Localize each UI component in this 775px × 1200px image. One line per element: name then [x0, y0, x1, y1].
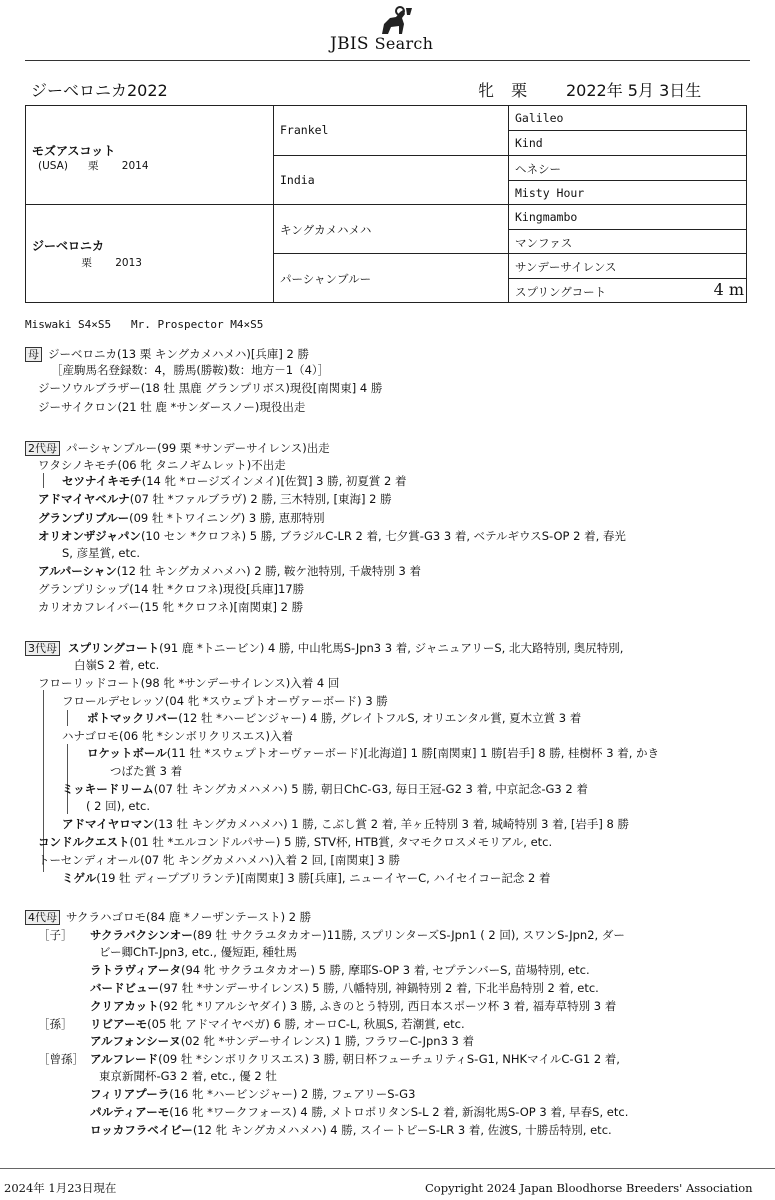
pedigree-ds[interactable] [274, 205, 509, 254]
g2-tag: 2代母 [25, 441, 60, 456]
g4-ko-4-name: クリアカット [90, 999, 159, 1013]
ss-name: Frankel [280, 123, 329, 137]
g2-line-6-text: (12 牡 キングカメハメハ) 2 勝, 鞍ケ池特別, 千歳特別 3 着 [116, 564, 421, 578]
sds-name: ヘネシー [515, 162, 561, 176]
footer-date: 2024年 1月23日現在 [4, 1181, 117, 1195]
g4-ko-3-name: バードビュー [90, 981, 159, 995]
dam-detail: 栗 2013 [38, 257, 142, 269]
g4-himago-1-name: アルフレード [90, 1052, 159, 1066]
ssd-name: Kind [515, 136, 543, 150]
pedigree-ss[interactable] [274, 106, 509, 156]
g4-head [25, 909, 311, 925]
dds-name: サンデーサイレンス [515, 260, 617, 274]
g4-ko-3-text: (97 牡 *サンデーサイレンス) 5 勝, 八幡特別, 神鍋特別 2 着, 下北半島特別 2 着, etc. [159, 981, 599, 995]
g2-line-7: グランプリシップ(14 牡 *クロフネ)現役[兵庫]17勝 [38, 582, 305, 596]
g4-himago-1-cont: 東京新聞杯-G3 2 着, etc., 優 2 牡 [99, 1069, 277, 1083]
g4-mago-1 [90, 1016, 465, 1032]
g3-bar-b [67, 744, 68, 814]
dsd-name: マンファス [515, 236, 573, 250]
g4-ko-1-cont: ビー卿ChT-Jpn3, etc., 優短距, 種牡馬 [99, 945, 297, 959]
pedigree-sire[interactable] [26, 106, 274, 205]
g3-line-3-text: (12 牡 *ハービンジャー) 4 勝, グレイトフルS, オリエンタル賞, 夏木立賞 3 着 [178, 711, 582, 725]
g4-ko-2 [90, 962, 590, 978]
g3-line-5-text: (11 牡 *スウェプトオーヴァーボード)[北海道] 1 勝[南関東] 1 勝[岩手] 8 勝, 桂樹杯 3 着, かき [166, 746, 659, 760]
g4-himago-2-text: (16 牝 *ハービンジャー) 2 勝, フェアリーS-G3 [169, 1087, 416, 1101]
dam-section-line-2: ［産駒馬名登録数：4，勝馬(勝鞍)数：地方－1（4）］ [51, 363, 330, 377]
g2-line-6-name: アルパーシャン [38, 564, 117, 578]
pedigree-dam[interactable] [26, 205, 274, 303]
g2-line-5 [38, 528, 626, 544]
g3-line-5-name: ロケットボール [87, 746, 167, 760]
g2-line-3 [38, 491, 392, 507]
g4-himago-2 [90, 1086, 415, 1102]
ds-name: キングカメハメハ [280, 223, 372, 237]
g4-mago-1-text: (05 牝 アドマイヤベガ) 6 勝, オーロC-L, 秋風S, 若潮賞, etc. [147, 1017, 465, 1031]
g4-mago-2-text: (02 牝 *サンデーサイレンス) 1 勝, フラワーC-Jpn3 3 着 [180, 1034, 475, 1048]
ddd-name: スプリングコート [515, 285, 607, 299]
footer-rule [0, 1168, 775, 1169]
g3-head-cont: 白嶺S 2 着, etc. [74, 658, 160, 672]
dam-section-line-1 [25, 346, 309, 362]
g4-himago-3-name: パルティアーモ [90, 1105, 170, 1119]
g4-label-himago: ［曾孫］ [38, 1052, 84, 1066]
g2-line-4-name: グランプリブルー [38, 511, 130, 525]
g3-head-text: (91 鹿 *トニービン) 4 勝, 中山牝馬S-Jpn3 3 着, ジャニュアリーS, 北大路特別, 奥尻特別, [159, 641, 624, 655]
dam-section-line-4: ジーサイクロン(21 牡 鹿 *サンダースノー)現役出走 [38, 400, 306, 414]
g3-line-6-cont: ( 2 回), etc. [86, 799, 150, 813]
g3-line-8 [38, 834, 552, 850]
g2-line-1: ワタシノキモチ(06 牝 タニノギムレット)不出走 [38, 458, 286, 472]
dam-name: ジーベロニカ [32, 239, 105, 253]
g4-himago-3 [90, 1104, 628, 1120]
dam-section-tag: 母 [25, 347, 42, 362]
pedigree-ssd[interactable] [509, 131, 746, 156]
g2-line-3-name: アドマイヤベルナ [38, 492, 130, 506]
inbreeding-info: Miswaki S4×S5 Mr. Prospector M4×S5 [25, 318, 264, 331]
g4-mago-2 [90, 1033, 474, 1049]
g4-ko-2-name: ラトラヴィアータ [90, 963, 181, 977]
g3-line-6-name: ミッキードリーム [62, 782, 154, 796]
g3-line-8-name: コンドルクエスト [38, 835, 130, 849]
pedigree-sd[interactable] [274, 156, 509, 205]
pedigree-sdd[interactable] [509, 181, 746, 205]
g3-head [25, 640, 623, 656]
g2-line-2 [62, 473, 407, 489]
pedigree-sds[interactable] [509, 156, 746, 181]
g2-line-4-text: (09 牡 *トワイニング) 3 勝, 恵那特別 [129, 511, 325, 525]
g2-head [25, 440, 330, 456]
g4-tag: 4代母 [25, 910, 60, 925]
g3-line-7-name: アドマイヤロマン [62, 817, 154, 831]
g4-himago-1-text: (09 牡 *シンボリクリスエス) 3 勝, 朝日杯フューチュリティS-G1, NHKマイルC-G1 2 着, [158, 1052, 620, 1066]
sdd-name: Misty Hour [515, 186, 585, 200]
g2-line-4 [38, 510, 325, 526]
dam-line-1-text: ジーベロニカ(13 栗 キングカメハメハ)[兵庫] 2 勝 [48, 347, 309, 361]
dss-name: Kingmambo [515, 210, 578, 224]
g3-line-6 [62, 781, 588, 797]
g3-line-7 [62, 816, 629, 832]
g4-ko-1 [90, 927, 625, 943]
g4-ko-3 [90, 980, 599, 996]
g2-line-5-text: (10 セン *クロフネ) 5 勝, ブラジルC-LR 2 着, 七夕賞-G3 3 着, ベテルギウスS-OP 2 着, 春光 [140, 529, 626, 543]
pedigree-dd[interactable] [274, 254, 509, 303]
logo-text-jbis: JBIS [330, 34, 369, 54]
g3-line-9: トーセンディオール(07 牝 キングカメハメハ)入着 2 回, [南関東] 3 勝 [38, 853, 400, 867]
g4-head-text: サクラハゴロモ(84 鹿 *ノーザンテースト) 2 勝 [66, 910, 312, 924]
pedigree-dsd[interactable] [509, 230, 746, 254]
sd-name: India [280, 173, 315, 187]
g3-line-10 [62, 870, 550, 886]
g3-line-3 [87, 710, 581, 726]
header-rule [25, 60, 750, 61]
g4-himago-1 [90, 1051, 620, 1067]
pedigree-dss[interactable] [509, 205, 746, 230]
horse-name: ジーベロニカ2022 [31, 81, 168, 100]
sire-detail: (USA) 栗 2014 [38, 160, 149, 172]
g4-label-ko: ［子］ [38, 928, 73, 942]
g2-line-3-text: (07 牡 *ファルブラヴ) 2 勝, 三木特別, [東海] 2 勝 [129, 492, 392, 506]
g4-label-mago: ［孫］ [38, 1017, 73, 1031]
g3-line-5-cont: つばた賞 3 着 [110, 764, 183, 778]
g4-himago-4-name: ロッカフラベイビー [90, 1123, 193, 1137]
g3-line-6-text: (07 牡 キングカメハメハ) 5 勝, 朝日ChC-G3, 毎日王冠-G2 3 着, 中京記念-G3 2 着 [153, 782, 588, 796]
horse-title-bar [31, 78, 741, 102]
g3-line-2: フロールデセレッソ(04 牝 *スウェプトオーヴァーボード) 3 勝 [62, 694, 388, 708]
g2-line-5-cont: S, 彦星賞, etc. [62, 546, 140, 560]
pedigree-table [25, 105, 747, 303]
horse-birth-date: 2022年 5月 3日生 [566, 81, 702, 100]
g4-ko-4 [90, 998, 616, 1014]
dd-name: パーシャンブルー [280, 272, 372, 286]
g4-ko-4-text: (92 牝 *リアルシヤダイ) 3 勝, ふきのとう特別, 西日本スポーツ杯 3 着, 福寿草特別 3 着 [158, 999, 617, 1013]
g3-tag: 3代母 [25, 641, 60, 656]
g3-line-10-text: (19 牡 ディープブリランテ)[南関東] 3 勝[兵庫], ニューイヤーC, ハイセイコー記念 2 着 [96, 871, 551, 885]
g4-ko-1-name: サクラバクシンオー [90, 928, 193, 942]
g2-head-text: パーシャンブルー(99 栗 *サンデーサイレンス)出走 [66, 441, 330, 455]
g4-mago-1-name: リビアーモ [90, 1017, 148, 1031]
jbis-search-logo[interactable] [330, 6, 460, 54]
g3-line-7-text: (13 牡 キングカメハメハ) 1 勝, こぶし賞 2 着, 羊ヶ丘特別 3 着, 城崎特別 3 着, [岩手] 8 勝 [153, 817, 629, 831]
pedigree-sss[interactable] [509, 106, 746, 131]
g2-line-2-name: セツナイキモチ [62, 474, 142, 488]
g3-line-8-text: (01 牡 *エルコンドルパサー) 5 勝, STV杯, HTB賞, タマモクロスメモリアル, etc. [129, 835, 553, 849]
g4-ko-1-text: (89 牡 サクラユタカオー)11勝, スプリンターズS-Jpn1 ( 2 回), スワンS-Jpn2, ダー [192, 928, 625, 942]
pedigree-dds[interactable] [509, 254, 746, 279]
g3-line-5 [87, 745, 659, 761]
g4-himago-2-name: フィリアプーラ [90, 1087, 170, 1101]
g3-line-3-name: ポトマックリバー [87, 711, 179, 725]
g3-line-1: フローリッドコート(98 牝 *サンデーサイレンス)入着 4 回 [38, 676, 340, 690]
dam-section-line-3: ジーソウルブラザー(18 牡 黒鹿 グランプリボス)現役[南関東] 4 勝 [38, 381, 383, 395]
horse-and-jockey-icon [376, 6, 414, 36]
footer-copyright: Copyright 2024 Japan Bloodhorse Breeders' Association [425, 1181, 753, 1195]
g4-himago-4 [90, 1122, 612, 1138]
inbreeding-mark: 4 m [713, 280, 744, 299]
g3-line-4: ハナゴロモ(06 牝 *シンボリクリスエス)入着 [62, 729, 293, 743]
g4-mago-2-name: アルフォンシーヌ [90, 1034, 181, 1048]
g2-bar [43, 473, 44, 488]
horse-sex-color: 牝 栗 [478, 81, 534, 100]
g2-line-5-name: オリオンザジャパン [38, 529, 141, 543]
logo-text-search: Search [374, 34, 434, 53]
g2-line-2-text: (14 牝 *ロージズインメイ)[佐賀] 3 勝, 初夏賞 2 着 [141, 474, 407, 488]
g3-bar-a [67, 710, 68, 726]
g4-ko-2-text: (94 牝 サクラユタカオー) 5 勝, 摩耶S-OP 3 着, セプテンバーS, 苗場特別, etc. [180, 963, 590, 977]
sss-name: Galileo [515, 111, 564, 125]
g3-line-10-name: ミゲル [62, 871, 97, 885]
g2-line-8: カリオカフレイバー(15 牝 *クロフネ)[南関東] 2 勝 [38, 600, 304, 614]
sire-name: モズアスコット [32, 144, 116, 158]
g3-head-name: スプリングコート [68, 641, 160, 655]
g2-line-6 [38, 563, 421, 579]
g4-himago-3-text: (16 牝 *ワークフォース) 4 勝, メトロポリタンS-L 2 着, 新潟牝馬S-OP 3 着, 早春S, etc. [169, 1105, 629, 1119]
pedigree-ddd[interactable] [509, 279, 746, 303]
g4-himago-4-text: (12 牝 キングカメハメハ) 4 勝, スイートピーS-LR 3 着, 佐渡S, 十勝岳特別, etc. [192, 1123, 612, 1137]
